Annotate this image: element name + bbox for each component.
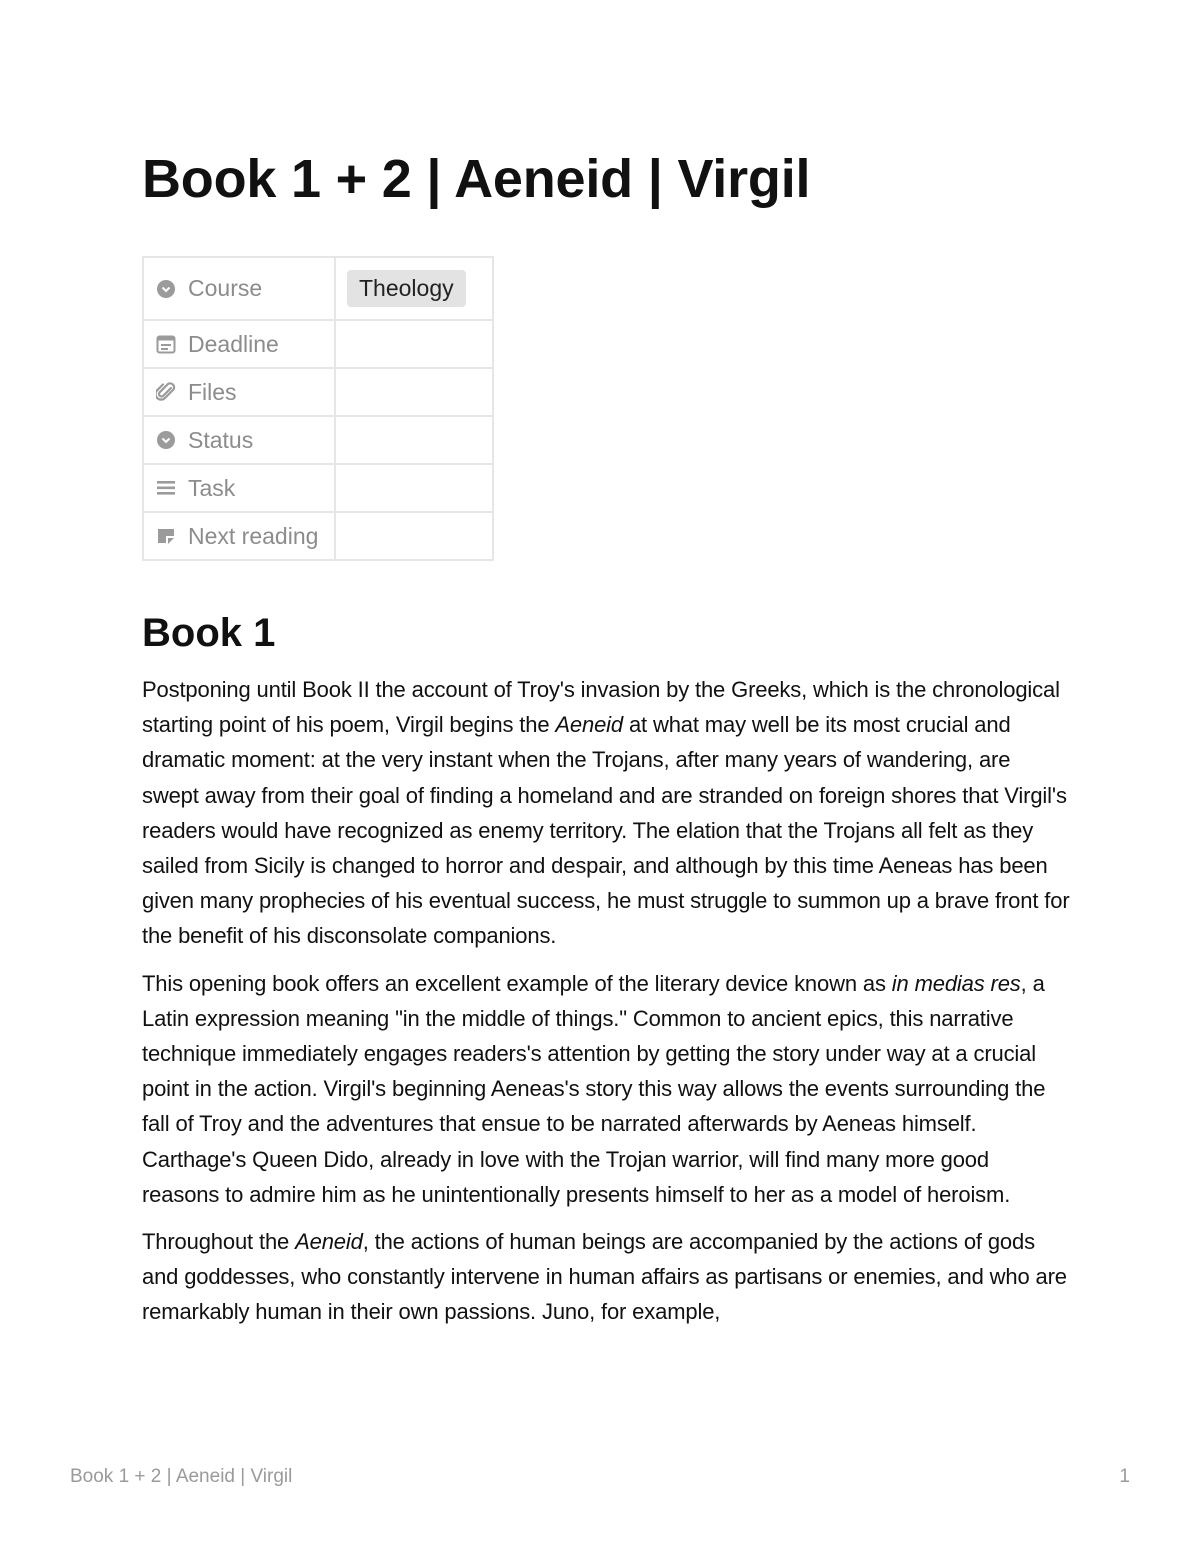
property-value-cell[interactable] xyxy=(335,512,493,560)
section-heading: Book 1 xyxy=(142,611,276,655)
paragraph xyxy=(142,966,1072,1212)
property-value-cell[interactable] xyxy=(335,320,493,368)
property-key xyxy=(143,464,335,512)
property-key xyxy=(143,320,335,368)
page-title: Book 1 + 2 | Aeneid | Virgil xyxy=(142,149,811,209)
property-key xyxy=(143,368,335,416)
paragraph xyxy=(142,1224,1072,1330)
text-run: , a Latin expression meaning "in the middle of things." Common to ancient epics, this narrative technique immediately engages readers's attention by getting the story under way at a crucial point in the action. Virgil's beginning Aeneas's story this way allows the events surrounding the fall of Troy and the adventures that ensue to be narrated afterwards by Aeneas himself. Carthage's Queen Dido, already in love with the Trojan warrior, will find many more good reasons to admire him as he unintentionally presents himself to her as a model of heroism. xyxy=(142,970,1046,1207)
property-label: Deadline xyxy=(188,330,279,357)
text-run: at what may well be its most crucial and dramatic moment: at the very instant when the Trojans, after many years of wandering, are swept away from their goal of finding a homeland and are stranded on foreign shores that Virgil's readers would have recognized as enemy territory. The elation that the Trojans all felt as they sailed from Sicily is changed to horror and despair, and although by this time Aeneas has been given many prophecies of his eventual success, he must struggle to summon up a brave front for the benefit of his disconsolate companions. xyxy=(142,712,1070,949)
property-row-course xyxy=(143,257,493,320)
page-number: 1 xyxy=(1119,1466,1130,1487)
italic-title: Aeneid xyxy=(295,1229,363,1255)
text-run: , the actions of human beings are accompanied by the actions of gods and goddesses, who constantly intervene in human affairs as partisans or enemies, and who are remarkably human in their own passions. Juno, for example, xyxy=(142,1229,1067,1325)
text-run: This opening book offers an excellent example of the literary device known as xyxy=(142,970,892,996)
circle-select-icon xyxy=(156,430,176,450)
footer-title: Book 1 + 2 | Aeneid | Virgil xyxy=(70,1466,293,1487)
property-row-status xyxy=(143,416,493,464)
text-lines-icon xyxy=(156,478,176,498)
italic-title: Aeneid xyxy=(555,712,623,738)
property-label: Course xyxy=(188,275,263,301)
property-label: Status xyxy=(188,426,254,453)
paperclip-icon xyxy=(156,382,176,402)
property-row-deadline xyxy=(143,320,493,368)
property-row-next-reading xyxy=(143,512,493,560)
property-label: Files xyxy=(188,378,237,405)
course-tag[interactable]: Theology xyxy=(347,270,466,307)
italic-phrase: in medias res xyxy=(891,970,1021,996)
property-value-cell[interactable] xyxy=(335,464,493,512)
paragraph xyxy=(142,672,1072,954)
property-value-cell[interactable] xyxy=(335,416,493,464)
properties-table xyxy=(142,256,494,561)
text-run: Postponing until Book II the account of Troy's invasion by the Greeks, which is the chronological starting point of his poem, Virgil begins the xyxy=(142,677,1060,738)
relation-arrow-icon xyxy=(156,526,176,546)
circle-select-icon xyxy=(156,279,176,299)
property-row-task xyxy=(143,464,493,512)
property-value-cell[interactable] xyxy=(335,257,493,320)
property-key xyxy=(143,257,335,320)
property-value-cell[interactable] xyxy=(335,368,493,416)
body-text xyxy=(142,672,1072,1342)
property-key xyxy=(143,416,335,464)
property-row-files xyxy=(143,368,493,416)
calendar-icon xyxy=(156,334,176,354)
text-run: Throughout the xyxy=(142,1229,296,1255)
property-label: Task xyxy=(188,474,236,501)
property-label: Next reading xyxy=(188,522,319,549)
property-key xyxy=(143,512,335,560)
